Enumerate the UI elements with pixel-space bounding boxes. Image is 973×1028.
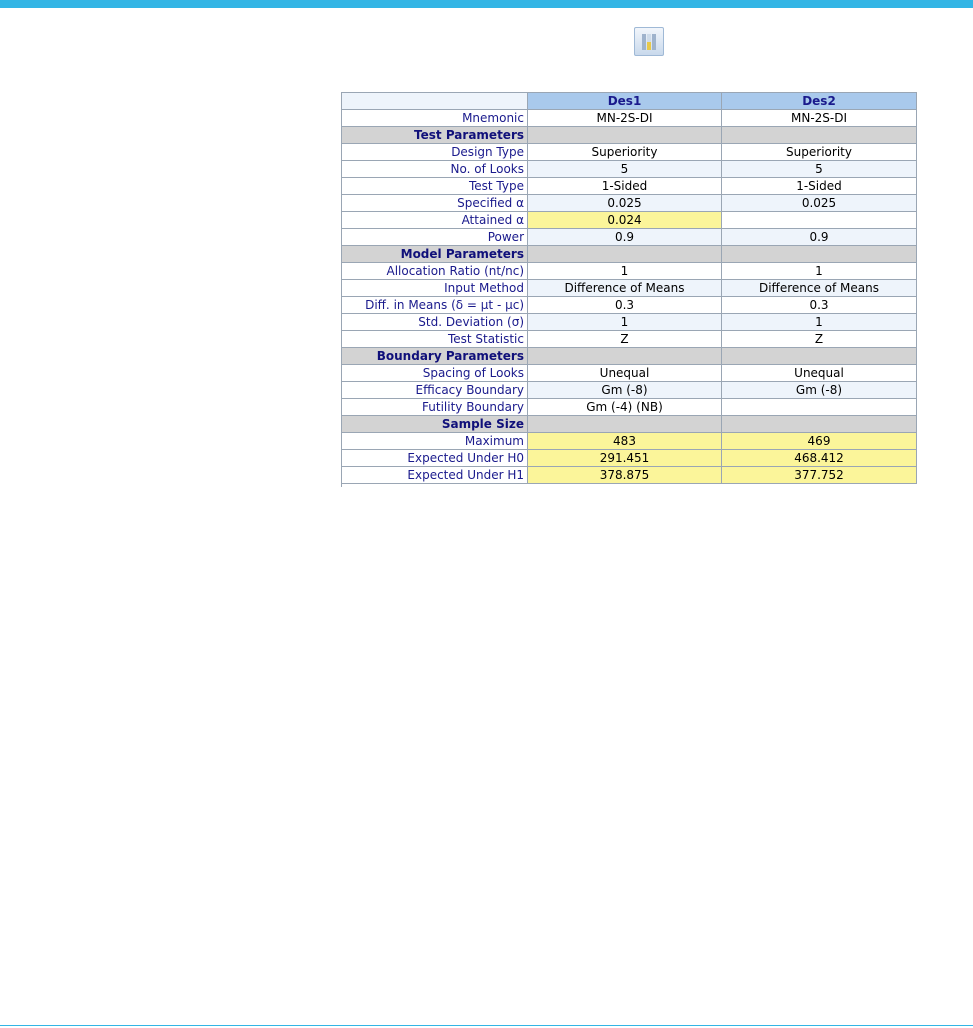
row-label: Futility Boundary <box>342 399 528 416</box>
des2-value-cell[interactable]: 0.9 <box>722 229 917 246</box>
section-empty-cell <box>722 416 917 433</box>
des2-value-cell[interactable] <box>722 212 917 229</box>
design-comparison-table <box>341 92 917 484</box>
section-empty-cell <box>528 416 722 433</box>
table-row <box>342 229 917 246</box>
des2-value-cell[interactable]: 377.752 <box>722 467 917 484</box>
table-row <box>342 297 917 314</box>
des1-value-cell[interactable]: 0.024 <box>528 212 722 229</box>
row-label: Allocation Ratio (nt/nc) <box>342 263 528 280</box>
des2-value-cell[interactable]: 0.025 <box>722 195 917 212</box>
des2-value-cell[interactable]: MN-2S-DI <box>722 110 917 127</box>
des1-value-cell[interactable]: Gm (-8) <box>528 382 722 399</box>
section-title: Test Parameters <box>342 127 528 144</box>
section-title: Sample Size <box>342 416 528 433</box>
des2-value-cell[interactable] <box>722 399 917 416</box>
header-corner <box>342 93 528 110</box>
des2-value-cell[interactable]: 5 <box>722 161 917 178</box>
des1-value-cell[interactable]: 0.025 <box>528 195 722 212</box>
section-row <box>342 348 917 365</box>
des1-value-cell[interactable]: 1 <box>528 263 722 280</box>
section-empty-cell <box>528 127 722 144</box>
table-row <box>342 467 917 484</box>
des1-value-cell[interactable]: 0.9 <box>528 229 722 246</box>
table-row <box>342 212 917 229</box>
row-label: Expected Under H1 <box>342 467 528 484</box>
des2-value-cell[interactable]: Difference of Means <box>722 280 917 297</box>
table-row <box>342 161 917 178</box>
des2-value-cell[interactable]: Superiority <box>722 144 917 161</box>
des1-value-cell[interactable]: Z <box>528 331 722 348</box>
section-empty-cell <box>528 348 722 365</box>
des1-value-cell[interactable]: 291.451 <box>528 450 722 467</box>
row-label: Test Type <box>342 178 528 195</box>
bottom-accent-line <box>0 1025 973 1026</box>
compare-designs-button[interactable] <box>634 27 664 56</box>
des2-value-cell[interactable]: Unequal <box>722 365 917 382</box>
section-title: Boundary Parameters <box>342 348 528 365</box>
row-label: Expected Under H0 <box>342 450 528 467</box>
table-row <box>342 399 917 416</box>
des1-value-cell[interactable]: 1 <box>528 314 722 331</box>
des2-value-cell[interactable]: Gm (-8) <box>722 382 917 399</box>
table-bottom-tick <box>341 483 342 487</box>
row-label: No. of Looks <box>342 161 528 178</box>
table-row <box>342 195 917 212</box>
row-label: Design Type <box>342 144 528 161</box>
des1-value-cell[interactable]: Unequal <box>528 365 722 382</box>
row-label: Specified α <box>342 195 528 212</box>
table-row <box>342 280 917 297</box>
row-label: Mnemonic <box>342 110 528 127</box>
top-accent-bar <box>0 0 973 8</box>
row-label: Test Statistic <box>342 331 528 348</box>
des1-value-cell[interactable]: 483 <box>528 433 722 450</box>
row-label: Input Method <box>342 280 528 297</box>
table-row <box>342 382 917 399</box>
row-label: Attained α <box>342 212 528 229</box>
section-empty-cell <box>722 127 917 144</box>
des1-value-cell[interactable]: Difference of Means <box>528 280 722 297</box>
des2-value-cell[interactable]: 1 <box>722 263 917 280</box>
row-label: Power <box>342 229 528 246</box>
des1-value-cell[interactable]: Superiority <box>528 144 722 161</box>
table-row <box>342 433 917 450</box>
table-row <box>342 178 917 195</box>
des2-value-cell[interactable]: 468.412 <box>722 450 917 467</box>
des1-value-cell[interactable]: 5 <box>528 161 722 178</box>
table-header-row <box>342 93 917 110</box>
table-row <box>342 365 917 382</box>
row-label: Spacing of Looks <box>342 365 528 382</box>
section-empty-cell <box>722 246 917 263</box>
table-row <box>342 450 917 467</box>
des2-value-cell[interactable]: 1 <box>722 314 917 331</box>
des2-value-cell[interactable]: 0.3 <box>722 297 917 314</box>
des2-value-cell[interactable]: Z <box>722 331 917 348</box>
row-label: Maximum <box>342 433 528 450</box>
des1-value-cell[interactable]: MN-2S-DI <box>528 110 722 127</box>
des2-value-cell[interactable]: 1-Sided <box>722 178 917 195</box>
section-empty-cell <box>528 246 722 263</box>
row-label: Efficacy Boundary <box>342 382 528 399</box>
table-row <box>342 144 917 161</box>
table-row <box>342 263 917 280</box>
section-row <box>342 127 917 144</box>
section-empty-cell <box>722 348 917 365</box>
table-row <box>342 314 917 331</box>
column-header-des2[interactable]: Des2 <box>722 93 917 110</box>
des1-value-cell[interactable]: 378.875 <box>528 467 722 484</box>
compare-columns-icon <box>640 33 658 51</box>
des1-value-cell[interactable]: Gm (-4) (NB) <box>528 399 722 416</box>
section-title: Model Parameters <box>342 246 528 263</box>
table-row <box>342 331 917 348</box>
section-row <box>342 246 917 263</box>
des1-value-cell[interactable]: 1-Sided <box>528 178 722 195</box>
design-comparison-table-container <box>341 92 916 484</box>
des1-value-cell[interactable]: 0.3 <box>528 297 722 314</box>
row-label: Std. Deviation (σ) <box>342 314 528 331</box>
table-row <box>342 110 917 127</box>
column-header-des1[interactable]: Des1 <box>528 93 722 110</box>
des2-value-cell[interactable]: 469 <box>722 433 917 450</box>
section-row <box>342 416 917 433</box>
row-label: Diff. in Means (δ = μt - μc) <box>342 297 528 314</box>
